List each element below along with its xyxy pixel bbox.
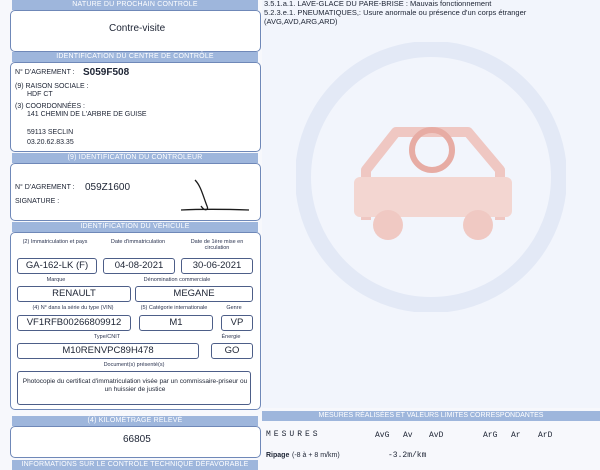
centre-agreement: S059F508 [83,67,130,78]
next-visit-box [10,10,261,52]
defect-2-text: PNEUMATIQUES,: Usure anormale ou présence d'un corps étranger (AVG,AVD,ARG,ARD) [264,8,527,26]
controller-band: (9) IDENTIFICATION DU CONTRÔLEUR [12,153,258,163]
controller-agreement: 059Z1600 [85,182,131,193]
centre-phone: 03.20.62.83.35 [27,139,74,146]
date-first-label: Date de 1ère mise en circulation [190,239,244,251]
reg-field: GA-162-LK (F) [17,258,97,274]
mileage-band: (4) KILOMÉTRAGE RELEVÉ [12,416,258,426]
mileage-value: 66805 [123,434,151,445]
genre-field: VP [221,315,253,331]
col-arg: ArG [483,431,498,440]
controller-agreement-label: N° D'AGREMENT : [15,184,75,191]
centre-address1: 141 CHEMIN DE L'ARBRE DE GUISE [27,111,147,118]
next-visit-band: NATURE DU PROCHAIN CONTRÔLE [12,0,258,10]
docs-text: Photocopie du certificat d'immatriculation visée par un commissaire-priseur ou un huissier de justice [22,378,248,393]
defects-panel [262,0,600,408]
centre-raison-label: (9) RAISON SOCIALE : [15,83,89,90]
vehicle-box [10,232,261,410]
vin-label: (4) N° dans la série du type (VIN) [32,305,114,311]
reg-label: (2) Immatriculation et pays [22,239,88,245]
centre-box [10,62,261,152]
docs-label: Document(s) présenté(s) [103,362,165,368]
brand-field: RENAULT [17,286,131,302]
defect-2 [264,9,564,26]
docs-field [17,371,251,405]
centre-coord-label: (3) COORDONNÉES : [15,103,86,110]
next-visit-value: Contre-visite [109,23,166,34]
category-field: M1 [139,315,213,331]
commercial-field: MEGANE [135,286,253,302]
type-field: M10RENVPC89H478 [17,343,199,359]
signature-scribble [161,176,257,216]
defect-1-code: 3.5.1.a.1. [264,0,296,8]
ripage-value: -3.2m/km [388,451,427,460]
unfavourable-info-band: INFORMATIONS SUR LE CONTRÔLE TECHNIQUE DÉFAVORABLE [12,460,258,470]
commercial-label: Dénomination commerciale [143,277,211,283]
controller-signature-label: SIGNATURE : [15,198,60,205]
energy-field: GO [211,343,253,359]
vin-field: VF1RFB00266809912 [17,315,131,331]
centre-raison: HDF CT [27,91,53,98]
brand-label: Marque [46,277,66,283]
mileage-box [10,426,261,458]
centre-agreement-label: N° D'AGREMENT : [15,69,75,76]
vehicle-band: IDENTIFICATION DU VÉHICULE [12,222,258,232]
ripage-label: Ripage [266,452,290,459]
col-ar: Ar [511,431,521,440]
defect-1 [264,0,491,8]
category-label: (5) Catégorie internationale [140,305,208,311]
col-av: Av [403,431,413,440]
centre-band: IDENTIFICATION DU CENTRE DE CONTRÔLE [12,52,258,62]
car-watermark-icon [296,42,566,312]
genre-label: Genre [226,305,242,311]
col-avd: AvD [429,431,444,440]
centre-address2: 59113 SECLIN [27,129,74,136]
measures-header: MESURES [266,430,321,439]
energy-label: Énergie [221,334,241,340]
defect-2-code: 5.2.3.e.1. [264,8,296,17]
measures-band: MESURES RÉALISÉES ET VALEURS LIMITES CORRESPONDANTES [262,411,600,421]
col-avg: AvG [375,431,390,440]
date-reg-label: Date d'immatriculation [110,239,166,245]
ripage-limit: (-8 à + 8 m/km) [292,452,340,459]
col-ard: ArD [538,431,553,440]
defect-1-text: LAVE-GLACE DU PARE-BRISE : Mauvais fonctionnement [297,0,492,8]
controller-box [10,163,261,221]
date-first-field: 30-06-2021 [181,258,253,274]
type-label: Type/CNIT [93,334,121,340]
date-reg-field: 04-08-2021 [103,258,175,274]
